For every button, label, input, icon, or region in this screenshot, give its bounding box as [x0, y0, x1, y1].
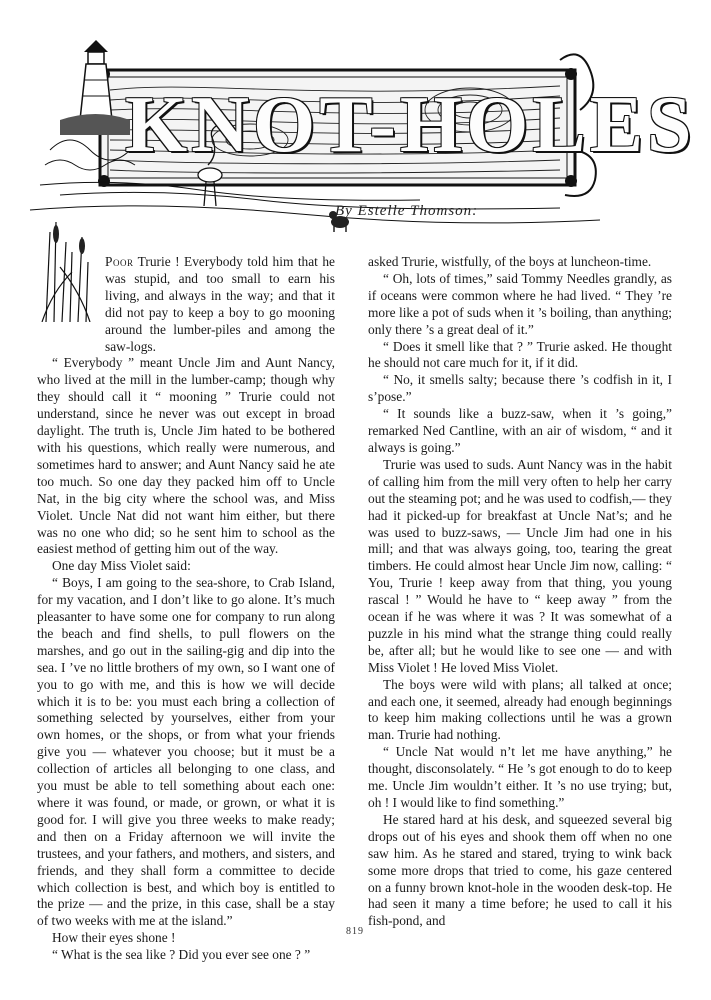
- page-number: 819: [346, 926, 364, 937]
- paragraph: “ It sounds like a buzz-saw, when it ’s going,” remarked Ned Cantline, with an air of wisdom, “ and it always is going.”: [368, 406, 672, 455]
- paragraph: “ Everybody ” meant Uncle Jim and Aunt Nancy, who lived at the mill in the lumber-camp; though why they should call it “ mooning ” Trurie could not understand, since he never was out except in broad daylight. The truth is, Uncle Jim hated to be bothered with his questions, which really were numerous, and sometimes hard to answer; and Aunt Nancy said he ate too much. So one day they packed him off to Uncle Nat, in the big city where the school was, and Miss Violet. Uncle Nat did not want him either, but there was no one who did; so he sent him to school as the easiest method of getting him out of the way.: [37, 355, 335, 557]
- paragraph: “ No, it smells salty; because there ’s codfish in it, I s’pose.”: [368, 372, 672, 405]
- paragraph: He stared hard at his desk, and squeezed several big drops out of his eyes and shook them off when no one saw him. As he stared and stared, trying to wink back some more drops that tried to come, his gaze centered on a funny brown knot-hole in the wooden desk-top. He had seen it many a time before; he used to call it his fish-pond, and: [368, 811, 672, 929]
- paragraph: “ Oh, lots of times,” said Tommy Needles grandly, as if oceans were common where he had lived. “ They ’re more like a pot of suds when it ’s boiling, than anything; only there ’s a great deal of it.”: [368, 270, 672, 337]
- left-column: [37, 254, 335, 964]
- paragraph: “ Does it smell like that ? ” Trurie asked. He thought he should not care much for it, if it did.: [368, 338, 672, 371]
- header-illustration: [0, 0, 711, 250]
- lead-word: Poor: [105, 254, 134, 269]
- article-title: KNOT-HOLES: [125, 81, 696, 169]
- paragraph-opening: [37, 254, 335, 355]
- paragraph: “ Boys, I am going to the sea-shore, to Crab Island, for my vacation, and I don’t like to go alone. It’s much pleasanter to have some one for company to run along the beach and find shells, to pull flowers on the marshes, and go out in the sailing-gig and dip into the sea. I ’ve no little brothers of my own, so I want one of you to go with me, and this is how we will decide which it is to be: you must each bring a collection of something selected by yourselves, either from your own homes, or the shops, or from what your friends give you — whatever you choose; but it must be a collection of articles all belonging to one class, and you must be able to tell something about each one: where it was found, or made, or grown, or what it is good for. I will give you three weeks to make ready; and then on a Friday afternoon we will invite the trustees, and your fathers, and mothers, and sisters, and friends, and they shall form a committee to decide which collection is best, and which boy is entitled to the prize — and the prize, in this case, shall be a stay of two weeks with me at the island.”: [37, 575, 335, 929]
- paragraph: How their eyes shone !: [52, 930, 176, 946]
- right-column: [368, 254, 672, 930]
- paragraph: One day Miss Violet said:: [52, 558, 191, 574]
- author-byline: By Estelle Thomson:: [335, 203, 479, 219]
- paragraph-continued: asked Trurie, wistfully, of the boys at luncheon-time.: [368, 254, 652, 269]
- paragraph: Trurie was used to suds. Aunt Nancy was in the habit of calling him from the mill very often to help her carry out the steaming pot; and he was used to codfish,— they had it picked-up for breakfast at Uncle Nat’s; and he was used to buzz-saws, — Uncle Jim had one in his mill; and that was always going, too, tearing the great timbers. He could almost hear Uncle Jim now, calling: “ You, Trurie ! keep away from that thing, you young rascal ! ” Would he have to “ keep away ” from the ocean if he was where it was ? It was somewhat of a puzzle in his mind what the strange thing could really be, after all; but he would like to see one — and with Miss Violet ! He loved Miss Violet.: [368, 456, 672, 675]
- paragraph: “ What is the sea like ? Did you ever see one ? ”: [52, 947, 311, 963]
- paragraph: “ Uncle Nat would n’t let me have anything,” he thought, disconsolately. “ He ’s got enough to do to keep me. Uncle Jim wouldn’t either. It ’s no use trying; but, oh ! I would like to find something.”: [368, 744, 672, 810]
- paragraph-text: Trurie ! Everybody told him that he was stupid, and too small to earn his living, and always in the way; and that it did not pay to keep a boy to go mooning around the lumber-piles and among the saw-logs.: [105, 254, 335, 354]
- paragraph: The boys were wild with plans; all talked at once; and each one, it seemed, already had enough beginnings to keep him making collections until he was a grown man. Trurie had nothing.: [368, 676, 672, 743]
